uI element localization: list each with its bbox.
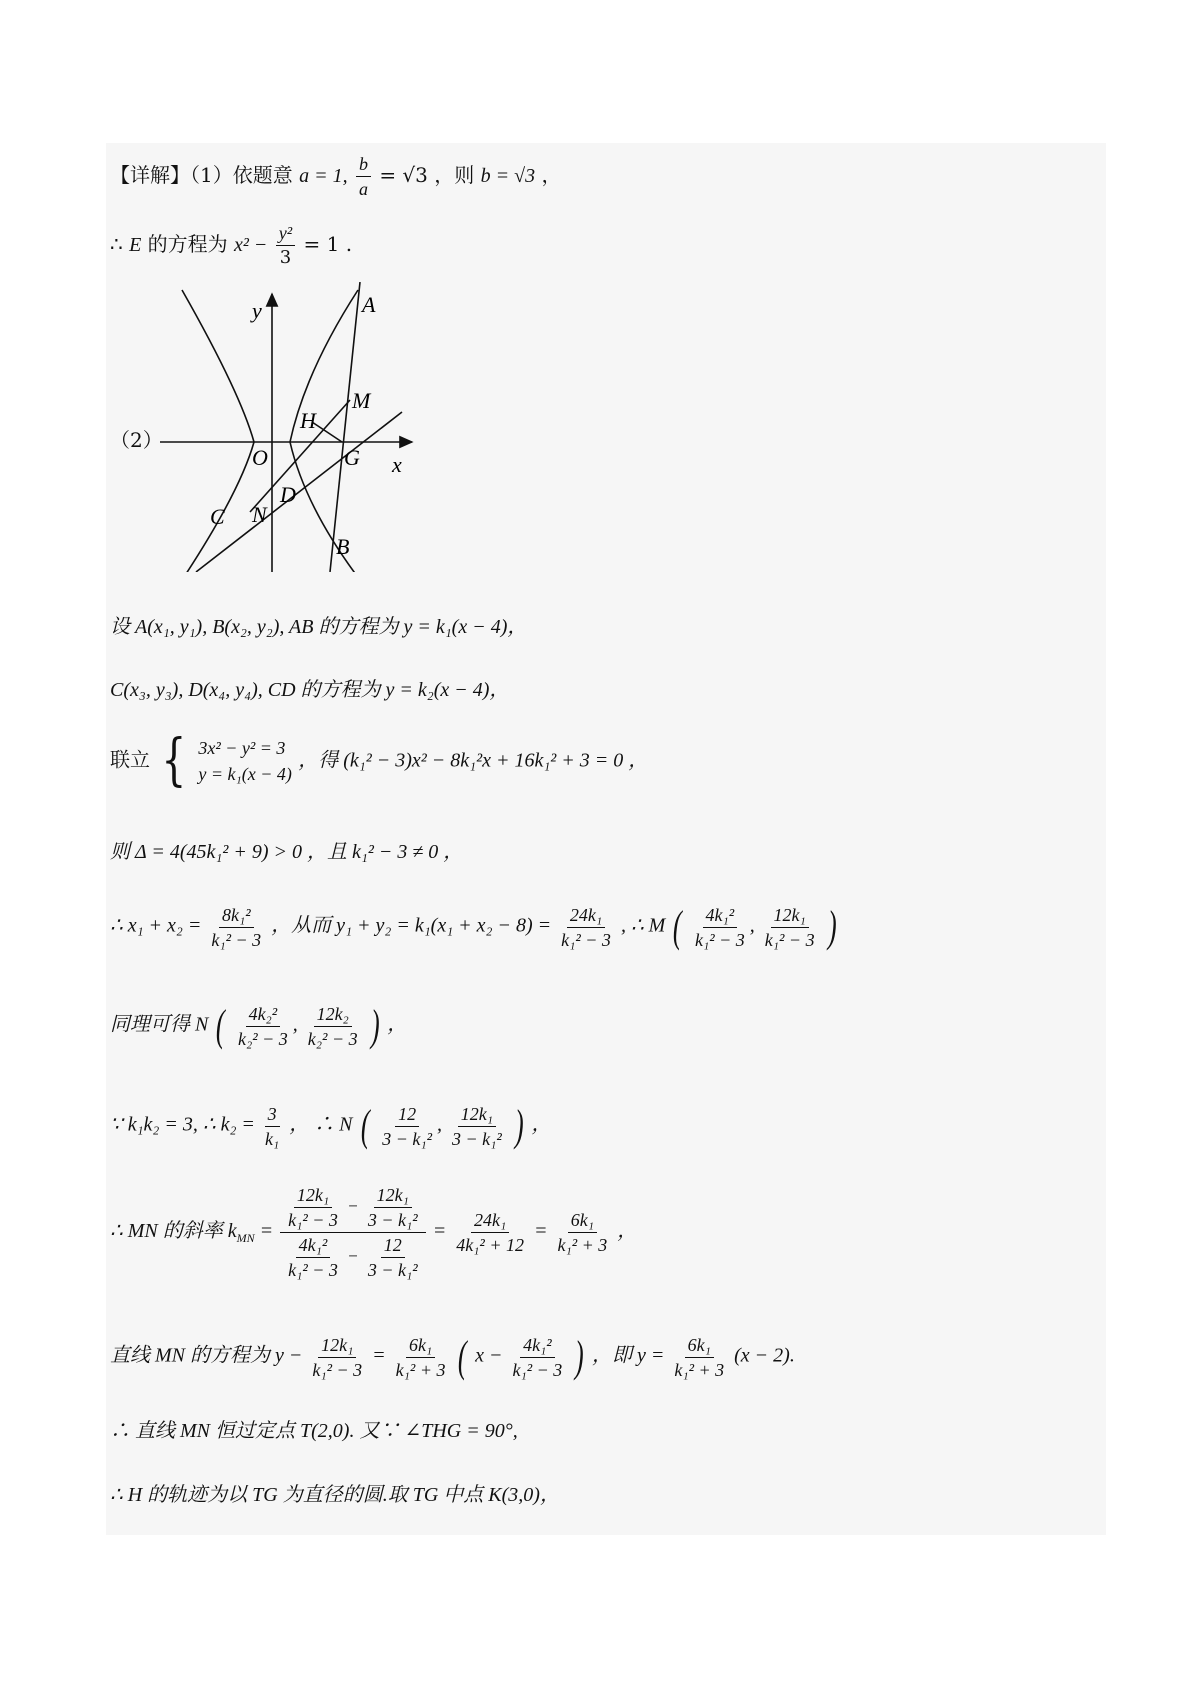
solution-line-10: ∴ MN 的斜率 $k_{MN}$ = $\frac{\text{12k₁}}{\text{k₁² − 3}}$ − $\frac{\text{12k₁}}{\text{3 − k₁²}}$ $\frac{\text{4k₁²}}{\text{k₁² − 3}}$ − $\frac{12}{\text{3 − k₁²}}$ = $\frac{\text{24k₁}}{\text{4k₁² + 12}}$ = $\frac{\text{6k₁}}{\text{k₁² + 3}}$ ， [110, 1185, 638, 1280]
text: = [372, 1344, 386, 1367]
label-G: G [344, 445, 360, 470]
system-eq-1: 3x² − y² = 3 [198, 738, 286, 758]
frac-den: k₂² − 3 [238, 1028, 288, 1049]
text: = 1 . [303, 232, 353, 256]
frac-num: 4k₁² [520, 1336, 555, 1358]
paren-open: ( [360, 1101, 370, 1150]
line-CD [196, 412, 402, 572]
frac-den: 4k₁² + 12 [456, 1235, 524, 1255]
frac-num: y² [276, 224, 295, 246]
frac-den: k₁ [264, 1128, 280, 1149]
solution-line-11 [110, 1332, 795, 1381]
label-A: A [362, 292, 376, 317]
label-O: O [252, 445, 268, 470]
fraction [309, 1336, 365, 1379]
frac-num: 4k₂² [246, 1005, 281, 1027]
frac-den: 3 − k₁² [367, 1260, 418, 1280]
frac-num: 12 [381, 1236, 405, 1258]
fraction [208, 906, 264, 949]
frac-den: 3 [279, 247, 292, 268]
solution-line-8: 同理可得 N ( $\frac{\text{4k₂²}}{\text{k₂² − 3}}$ , $\frac{\text{12k₂}}{\text{k₂² − 3}}$ ) ， [110, 1001, 408, 1050]
frac-num: 6k₁ [568, 1211, 597, 1233]
equation-system [198, 739, 292, 783]
solution-line-7: ∴ x₁ + x₂ = $\frac{\text{8k₁²}}{\text{k₁² − 3}}$ ，从而 y₁ + y₂ = k₁(x₁ + x₂ − 8) = $\frac{\text{24k₁}}{\text{k₁² − 3}}$ , ∴ M ( $\frac{\text{4k₁²}}{\text{k₁² − 3}}$ , $\frac{\text{12k₁}}{\text{k₁² − 3}}$ ) [110, 902, 837, 951]
hyperbola-diagram [160, 282, 420, 572]
text: , ∴ M [620, 914, 666, 937]
frac-num: 4k₁² [703, 906, 738, 928]
frac-den: k₁² − 3 [512, 1359, 563, 1380]
frac-num: $\frac{\text{12k₁}}{\text{k₁² − 3}}$ − $\frac{\text{12k₁}}{\text{3 − k₁²}}$ [280, 1186, 426, 1233]
paren-close: ) [370, 1001, 380, 1050]
fraction [762, 906, 818, 949]
label-M: M [352, 388, 371, 413]
frac-num: 12k₁ [458, 1105, 496, 1127]
text: x − [475, 1344, 503, 1367]
fraction [554, 1211, 610, 1254]
label-B: B [336, 534, 350, 559]
solution-heading: 【详解】（1）依题意 [110, 163, 293, 187]
frac-num: 24k₁ [471, 1211, 509, 1233]
text: 的方程为 [147, 232, 228, 256]
text: ，得 (k₁² − 3)x² − 8k₁²x + 16k₁² + 3 = 0 ， [298, 749, 649, 772]
subscript: MN [236, 1231, 255, 1246]
frac-num: 12k₁ [318, 1336, 356, 1358]
line-AB [330, 282, 360, 572]
frac-den: 3 − k₁² [367, 1210, 418, 1230]
hyperbola-left-branch [182, 290, 254, 572]
fraction [305, 1005, 361, 1048]
text: ∴ H 的轨迹为以 TG 为直径的圆.取 TG 中点 K(3,0)， [110, 1484, 560, 1506]
compound-fraction [280, 1186, 426, 1279]
text: 则 Δ = 4(45k₁² + 9) > 0 ，且 k₁² − 3 ≠ 0 ， [110, 841, 464, 863]
frac-den: k₁² − 3 [288, 1260, 338, 1280]
text: = [259, 1220, 274, 1243]
frac-num: 8k₁² [219, 906, 254, 928]
frac-den: 3 − k₁² [382, 1128, 432, 1149]
frac-num: 12k₁ [294, 1186, 332, 1208]
paren-close: ) [514, 1101, 524, 1150]
fraction [365, 1236, 421, 1279]
fraction [379, 1105, 435, 1148]
frac-den: k₁² − 3 [694, 929, 745, 950]
frac-num: 12k₂ [314, 1005, 352, 1027]
fraction [285, 1186, 341, 1229]
text: (x − 2). [734, 1344, 795, 1367]
frac-num: 4k₁² [296, 1236, 331, 1258]
frac-num: 12k₁ [374, 1186, 412, 1208]
frac-den: k₁² + 3 [557, 1235, 608, 1255]
brace-symbol: { [161, 728, 187, 793]
frac-den: k₂² − 3 [307, 1028, 358, 1049]
text: ∴ x₁ + x₂ = [110, 914, 202, 937]
text: C(x₃, y₃), D(x₄, y₄), CD 的方程为 y = k₂(x − 4)， [110, 679, 510, 701]
solution-line-5 [110, 728, 649, 793]
frac-den: k₁² − 3 [288, 1210, 338, 1230]
math-b: b = √3 [480, 165, 536, 187]
paren-close: ) [827, 902, 837, 951]
paren-open: ( [458, 1332, 468, 1381]
text: 同理可得 N [110, 1013, 209, 1036]
fraction [235, 1005, 291, 1048]
frac-num: 12k₁ [771, 906, 809, 928]
solution-line-12 [110, 1421, 518, 1441]
label-x: x [392, 452, 402, 477]
label-y: y [252, 298, 262, 323]
solution-line-9: ∵ k₁k₂ = 3, ∴ k₂ = $\frac{3}{\text{k₁}}$ ， ∴ N ( $\frac{12}{\text{3 − k₁²}}$ , $\frac{\text{12k₁}}{\text{3 − k₁²}}$ ) ， [110, 1101, 552, 1150]
part-label: （2） [110, 428, 163, 452]
paren-open: ( [216, 1001, 226, 1050]
frac-den: k₁² − 3 [312, 1359, 363, 1380]
part-2-label [110, 430, 163, 450]
frac-den: 3 − k₁² [451, 1128, 502, 1149]
text: ， ∴ N [289, 1113, 353, 1136]
fraction [558, 906, 614, 949]
paren-close: ) [575, 1332, 585, 1381]
text: 直线 MN 的方程为 y − [110, 1344, 303, 1367]
fraction [262, 1105, 282, 1148]
text: ，即 y = [591, 1344, 665, 1367]
label-D: D [280, 482, 296, 507]
label-H: H [300, 408, 316, 433]
label-C: C [210, 504, 225, 529]
label-N: N [252, 502, 267, 527]
frac-num: 12 [395, 1105, 419, 1127]
frac-num: 24k₁ [567, 906, 605, 928]
text: ∵ k₁k₂ = 3, ∴ k₂ = [110, 1113, 255, 1136]
fraction [393, 1336, 449, 1379]
system-eq-2: y = k₁(x − 4) [198, 764, 292, 784]
solution-line-13 [110, 1485, 560, 1505]
frac-den: a [358, 179, 368, 199]
frac-den: k₁² + 3 [395, 1359, 446, 1380]
solution-line-4 [110, 680, 509, 700]
text: ∴ 直线 MN 恒过定点 T(2,0). 又∵ ∠THG = 90°, [110, 1420, 518, 1442]
solution-line-3 [110, 617, 527, 637]
text: ， [387, 1013, 408, 1036]
fraction [510, 1336, 566, 1379]
fraction [365, 1186, 421, 1229]
therefore-symbol: ∴ [110, 232, 123, 256]
text: ， [617, 1220, 638, 1243]
text: 设 A(x₁, y₁), B(x₂, y₂), AB 的方程为 y = k₁(x − 4)， [110, 616, 528, 638]
frac-den: k₁² − 3 [764, 929, 815, 950]
text: ，则 [434, 163, 475, 187]
frac-den: $\frac{\text{4k₁²}}{\text{k₁² − 3}}$ − $\frac{12}{\text{3 − k₁²}}$ [280, 1233, 426, 1279]
frac-num: 6k₁ [406, 1336, 435, 1358]
math-a: a = 1, [299, 165, 348, 187]
frac-den: k₁² − 3 [211, 929, 262, 950]
solution-line-1 [110, 155, 561, 198]
frac-num: 6k₁ [685, 1336, 714, 1358]
solution-line-6 [110, 842, 463, 862]
frac-num: b [356, 155, 371, 177]
text: ，从而 y₁ + y₂ = k₁(x₁ + x₂ − 8) = [271, 914, 552, 937]
text: ， [531, 1113, 552, 1136]
frac-num: 3 [265, 1105, 280, 1127]
math-x2: x² − [234, 234, 268, 256]
fraction-y2-over-3 [276, 224, 295, 267]
frac-den: k₁² − 3 [561, 929, 611, 950]
fraction-b-over-a [356, 155, 371, 198]
math-eq: = √3 [379, 163, 428, 187]
fraction [692, 906, 748, 949]
text: ， [541, 163, 562, 187]
text: 联立 [110, 747, 150, 772]
math-E: E [129, 234, 142, 256]
paren-open: ( [673, 902, 683, 951]
frac-den: k₁² + 3 [674, 1359, 725, 1380]
text: ∴ MN 的斜率 k [110, 1220, 237, 1243]
solution-line-2 [110, 224, 352, 267]
fraction [671, 1336, 727, 1379]
fraction [285, 1236, 341, 1279]
fraction [449, 1105, 505, 1148]
fraction [453, 1211, 527, 1254]
